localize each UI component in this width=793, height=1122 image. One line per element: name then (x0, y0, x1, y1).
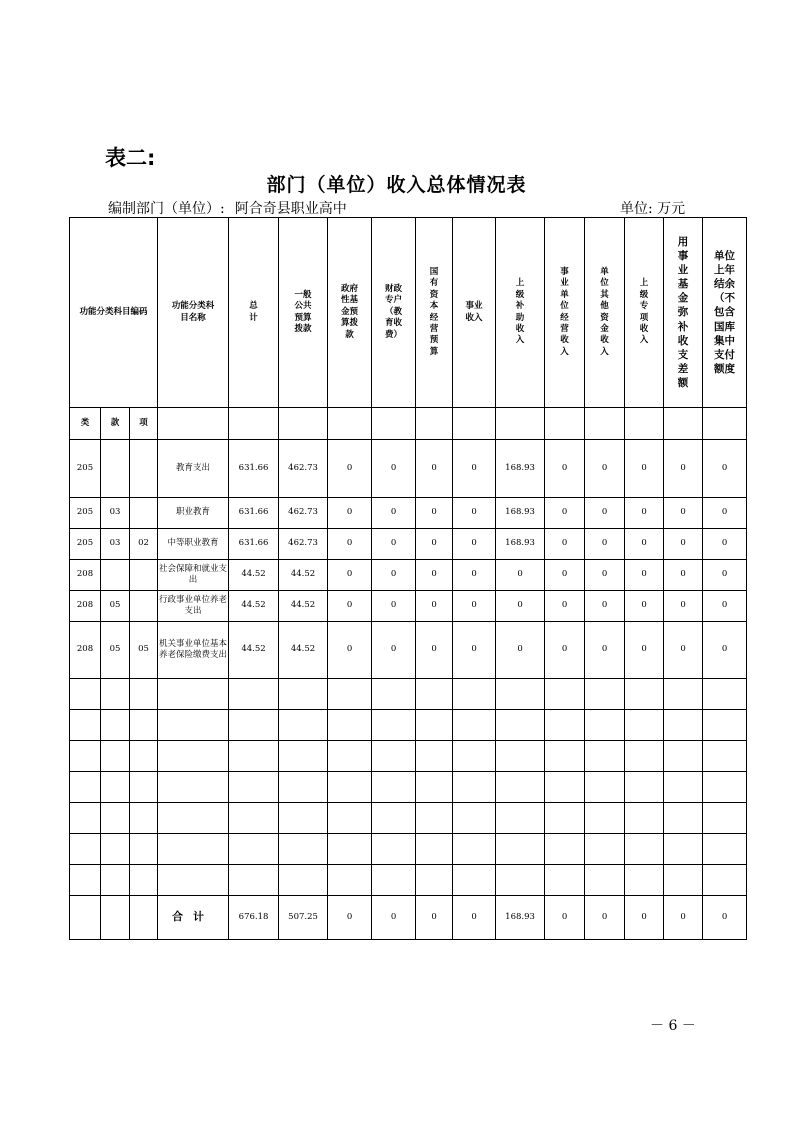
header-general-budget: 一般公共预算拨款 (279, 218, 328, 408)
value-cell: 0 (585, 622, 625, 679)
code-xiang-cell (130, 498, 158, 529)
value-cell: 0 (625, 498, 664, 529)
value-cell: 462.73 (279, 529, 328, 560)
code-kuan-cell (101, 440, 130, 498)
value-cell: 0 (328, 591, 372, 622)
code-kuan-cell: 05 (101, 591, 130, 622)
code-lei-cell: 205 (70, 498, 101, 529)
subject-name-cell: 行政事业单位养老支出 (158, 591, 229, 622)
value-cell: 0 (545, 622, 585, 679)
subject-name-cell: 机关事业单位基本养老保险缴费支出 (158, 622, 229, 679)
compiling-unit-label: 编制部门（单位）: (108, 201, 225, 217)
table-row (70, 622, 747, 679)
header-upper-subsidy: 上级补助收入 (496, 218, 545, 408)
value-cell: 0 (625, 440, 664, 498)
value-cell: 0 (703, 560, 747, 591)
header-business-income: 事业收入 (453, 218, 496, 408)
header-gov-fund: 政府性基金预算拨款 (328, 218, 372, 408)
code-xiang-cell: 05 (130, 622, 158, 679)
code-lei-cell: 208 (70, 591, 101, 622)
value-cell: 0 (496, 560, 545, 591)
header-edu-special: 财政专户（教育收费） (372, 218, 416, 408)
value-cell: 0 (328, 498, 372, 529)
code-lei-cell: 205 (70, 529, 101, 560)
value-cell: 0 (328, 529, 372, 560)
value-cell: 0 (328, 560, 372, 591)
value-cell: 0 (416, 440, 453, 498)
subheader-row (70, 408, 747, 440)
value-cell: 0 (372, 498, 416, 529)
value-cell: 0 (625, 529, 664, 560)
code-xiang-cell: 02 (130, 529, 158, 560)
value-cell: 0 (664, 560, 703, 591)
value-cell: 0 (372, 529, 416, 560)
subheader-xiang: 项 (130, 408, 158, 440)
value-cell: 0 (625, 591, 664, 622)
total-row (70, 896, 747, 940)
subject-name-cell: 社会保障和就业支出 (158, 560, 229, 591)
value-cell: 44.52 (279, 622, 328, 679)
total-cell: 168.93 (496, 896, 545, 940)
value-cell: 0 (453, 529, 496, 560)
total-cell: 0 (625, 896, 664, 940)
value-cell: 168.93 (496, 440, 545, 498)
value-cell: 0 (545, 440, 585, 498)
total-cell: 507.25 (279, 896, 328, 940)
total-cell: 0 (585, 896, 625, 940)
subject-name-cell: 中等职业教育 (158, 529, 229, 560)
value-cell: 44.52 (229, 560, 279, 591)
code-xiang-cell (130, 591, 158, 622)
total-cell: 0 (545, 896, 585, 940)
total-cell: 0 (416, 896, 453, 940)
value-cell: 631.66 (229, 440, 279, 498)
value-cell: 44.52 (229, 591, 279, 622)
value-cell: 0 (453, 622, 496, 679)
total-cell: 0 (703, 896, 747, 940)
value-cell: 0 (328, 622, 372, 679)
subheader-kuan: 款 (101, 408, 130, 440)
value-cell: 0 (545, 591, 585, 622)
code-kuan-cell (101, 560, 130, 591)
header-upper-special: 上级专项收入 (625, 218, 664, 408)
value-cell: 0 (453, 591, 496, 622)
table-row (70, 440, 747, 498)
currency-unit: 单位: 万元 (620, 201, 686, 217)
total-cell: 0 (328, 896, 372, 940)
value-cell: 0 (328, 440, 372, 498)
header-total: 总计 (229, 218, 279, 408)
value-cell: 0 (372, 622, 416, 679)
total-cell: 0 (453, 896, 496, 940)
table-row (70, 529, 747, 560)
header-fund-offset: 用事业基金弥补收支差额 (664, 218, 703, 408)
value-cell: 0 (416, 591, 453, 622)
subject-name-cell: 教育支出 (158, 440, 229, 498)
code-kuan-cell: 03 (101, 498, 130, 529)
value-cell: 0 (545, 560, 585, 591)
value-cell: 631.66 (229, 498, 279, 529)
total-label: 合计 (158, 896, 229, 940)
table-row (70, 591, 747, 622)
page-title: 部门（单位）收入总体情况表 (266, 174, 527, 196)
code-xiang-cell (130, 560, 158, 591)
value-cell: 0 (416, 622, 453, 679)
code-lei-cell: 208 (70, 560, 101, 591)
value-cell: 462.73 (279, 440, 328, 498)
value-cell: 0 (625, 560, 664, 591)
value-cell: 44.52 (279, 591, 328, 622)
value-cell: 0 (703, 498, 747, 529)
value-cell: 0 (585, 591, 625, 622)
header-other-funds: 单位其他资金收入 (585, 218, 625, 408)
value-cell: 631.66 (229, 529, 279, 560)
income-table (69, 217, 747, 940)
value-cell: 0 (664, 440, 703, 498)
value-cell: 0 (416, 560, 453, 591)
value-cell: 0 (453, 440, 496, 498)
compiling-unit (108, 198, 347, 218)
total-cell: 0 (372, 896, 416, 940)
value-cell: 0 (664, 591, 703, 622)
value-cell: 0 (372, 560, 416, 591)
header-state-capital: 国有资本经营预算 (416, 218, 453, 408)
value-cell: 0 (703, 440, 747, 498)
code-lei-cell: 208 (70, 622, 101, 679)
value-cell: 0 (703, 529, 747, 560)
value-cell: 0 (545, 529, 585, 560)
value-cell: 168.93 (496, 529, 545, 560)
value-cell: 0 (372, 440, 416, 498)
code-lei-cell: 205 (70, 440, 101, 498)
value-cell: 168.93 (496, 498, 545, 529)
value-cell: 0 (416, 498, 453, 529)
header-row (70, 218, 747, 408)
table-row (70, 560, 747, 591)
value-cell: 0 (496, 591, 545, 622)
value-cell: 44.52 (229, 622, 279, 679)
value-cell: 0 (625, 622, 664, 679)
value-cell: 0 (664, 529, 703, 560)
total-cell: 0 (664, 896, 703, 940)
code-kuan-cell: 03 (101, 529, 130, 560)
table-label: 表二: (105, 146, 156, 170)
value-cell: 0 (585, 529, 625, 560)
value-cell: 0 (585, 560, 625, 591)
value-cell: 462.73 (279, 498, 328, 529)
value-cell: 0 (372, 591, 416, 622)
code-kuan-cell: 05 (101, 622, 130, 679)
value-cell: 0 (453, 560, 496, 591)
total-cell: 676.18 (229, 896, 279, 940)
subject-name-cell: 职业教育 (158, 498, 229, 529)
value-cell: 0 (664, 622, 703, 679)
value-cell: 0 (453, 498, 496, 529)
subheader-lei: 类 (70, 408, 101, 440)
value-cell: 0 (585, 440, 625, 498)
value-cell: 0 (545, 498, 585, 529)
table-row (70, 498, 747, 529)
header-name: 功能分类科目名称 (158, 218, 229, 408)
value-cell: 0 (703, 622, 747, 679)
page-number: － 6 － (650, 1018, 696, 1034)
header-unit-operating: 事业单位经营收入 (545, 218, 585, 408)
header-code: 功能分类科目编码 (70, 218, 158, 408)
code-xiang-cell (130, 440, 158, 498)
value-cell: 0 (703, 591, 747, 622)
value-cell: 0 (416, 529, 453, 560)
value-cell: 0 (664, 498, 703, 529)
value-cell: 0 (496, 622, 545, 679)
value-cell: 44.52 (279, 560, 328, 591)
value-cell: 0 (585, 498, 625, 529)
compiling-unit-value: 阿合奇县职业高中 (234, 201, 347, 217)
header-carryover: 单位上年结余（不包含国库集中支付额度 (703, 218, 747, 408)
